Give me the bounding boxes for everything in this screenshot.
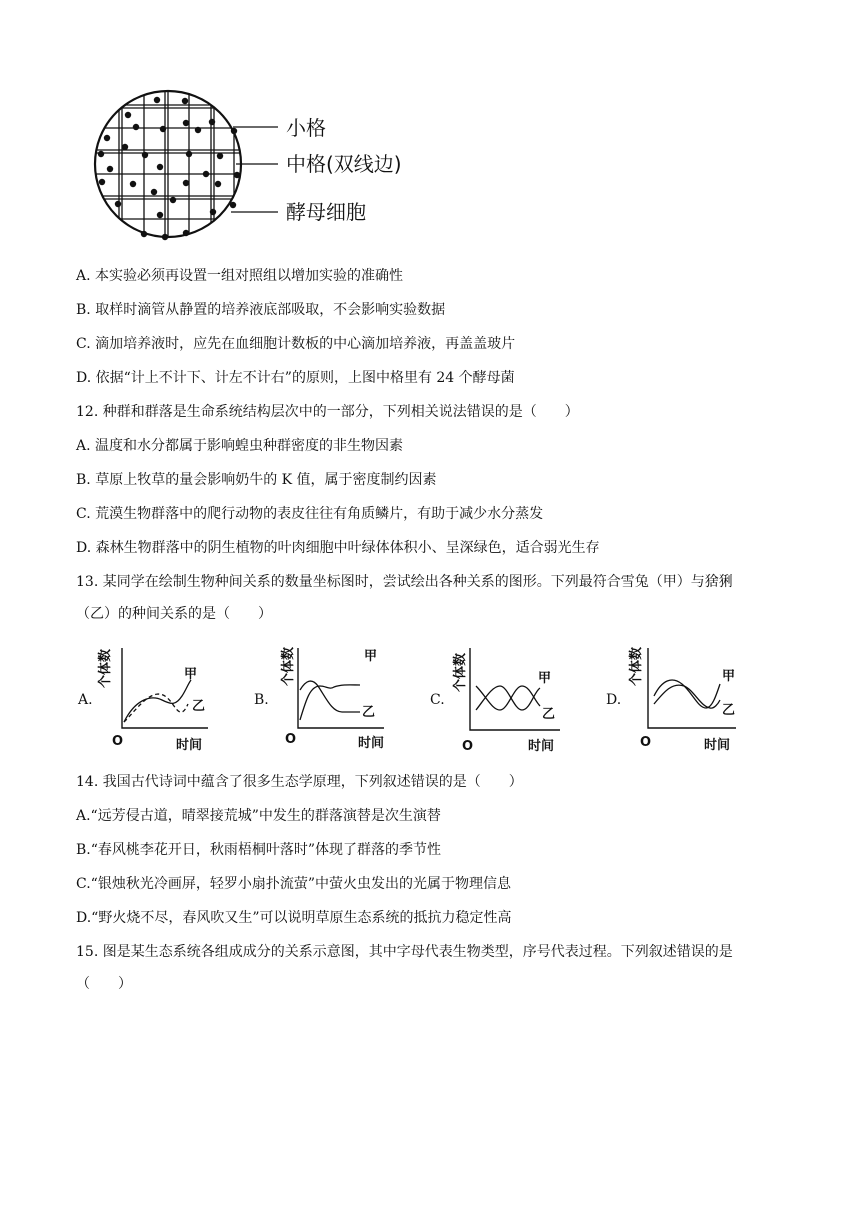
q12-stem: 12. 种群和群落是生命系统结构层次中的一部分，下列相关说法错误的是（ ） xyxy=(76,404,579,420)
figure-label-medium-square: 中格(双线边) xyxy=(286,152,402,176)
series-jia-label: 甲 xyxy=(538,671,552,686)
y-axis-label: 个体数 xyxy=(281,646,296,686)
q13-graph-c-option: C. xyxy=(430,692,445,708)
q15-stem-line1: 15. 图是某生态系统各组成成分的关系示意图，其中字母代表生物类型，序号代表过程。下列叙述错误的是 xyxy=(76,944,733,960)
q13-stem-line1: 13. 某同学在绘制生物种间关系的数量坐标图时，尝试绘出各种关系的图形。下列最符合雪兔（甲）与猞猁 xyxy=(76,574,733,590)
q11-option-d: D. 依据“计上不计下、计左不计右”的原则，上图中格里有 24 个酵母菌 xyxy=(76,370,515,386)
q13-graph-a-option: A. xyxy=(78,692,93,708)
q15-stem-line2: （ ） xyxy=(76,976,132,992)
x-axis-label: 时间 xyxy=(176,738,203,753)
hemocytometer-figure xyxy=(88,84,428,254)
series-yi-label: 乙 xyxy=(192,699,206,714)
q11-option-a: A. 本实验必须再设置一组对照组以增加实验的准确性 xyxy=(76,268,404,284)
series-jia-curve xyxy=(300,685,360,720)
series-jia-label: 甲 xyxy=(722,669,736,684)
axes xyxy=(122,648,208,728)
q12-option-b: B. 草原上牧草的量会影响奶牛的 K 值，属于密度制约因素 xyxy=(76,472,437,488)
q14-option-b: B.“春风桃李花开日，秋雨梧桐叶落时”体现了群落的季节性 xyxy=(76,842,442,858)
origin-label: O xyxy=(640,735,652,750)
q13-graph-d xyxy=(624,640,749,756)
q14-option-d: D.“野火烧不尽，春风吹又生”可以说明草原生态系统的抵抗力稳定性高 xyxy=(76,910,512,926)
figure-label-small-square: 小格 xyxy=(286,116,326,140)
q13-graph-b xyxy=(272,640,397,756)
counting-grid xyxy=(88,84,258,254)
origin-label: O xyxy=(112,734,124,749)
q14-option-c: C.“银烛秋光冷画屏，轻罗小扇扑流萤”中萤火虫发出的光属于物理信息 xyxy=(76,876,511,892)
q13-graph-b-option: B. xyxy=(254,692,269,708)
y-axis-label: 个体数 xyxy=(98,648,113,688)
q14-option-a: A.“远芳侵古道，晴翠接荒城”中发生的群落演替是次生演替 xyxy=(76,808,441,824)
x-axis-label: 时间 xyxy=(704,738,731,753)
y-axis-label: 个体数 xyxy=(629,646,644,686)
x-axis-label: 时间 xyxy=(358,736,385,751)
series-yi-label: 乙 xyxy=(722,703,736,718)
q14-stem: 14. 我国古代诗词中蕴含了很多生态学原理，下列叙述错误的是（ ） xyxy=(76,774,523,790)
series-jia-label: 甲 xyxy=(184,667,198,682)
y-axis-label: 个体数 xyxy=(453,652,468,692)
q11-option-c: C. 滴加培养液时，应先在血细胞计数板的中心滴加培养液，再盖盖玻片 xyxy=(76,336,516,352)
series-yi-curve xyxy=(300,681,360,712)
q12-option-c: C. 荒漠生物群落中的爬行动物的表皮往往有角质鳞片，有助于减少水分蒸发 xyxy=(76,506,544,522)
origin-label: O xyxy=(285,732,297,747)
q13-graph-d-option: D. xyxy=(606,692,622,708)
x-axis-label: 时间 xyxy=(528,739,555,754)
q13-graph-a xyxy=(96,640,221,756)
q13-graph-c xyxy=(448,640,573,756)
q12-option-a: A. 温度和水分都属于影响蝗虫种群密度的非生物因素 xyxy=(76,438,404,454)
q12-option-d: D. 森林生物群落中的阴生植物的叶肉细胞中叶绿体体积小、呈深绿色，适合弱光生存 xyxy=(76,540,600,556)
origin-label: O xyxy=(462,739,474,754)
series-yi-label: 乙 xyxy=(362,705,376,720)
series-jia-curve xyxy=(124,680,191,722)
series-yi-curve xyxy=(476,686,540,710)
figure-label-yeast-cell: 酵母细胞 xyxy=(286,200,366,224)
series-jia-curve xyxy=(654,680,720,708)
series-yi-label: 乙 xyxy=(542,707,556,722)
q13-stem-line2: （乙）的种间关系的是（ ） xyxy=(76,606,272,622)
series-jia-label: 甲 xyxy=(364,649,378,664)
q11-option-b: B. 取样时滴管从静置的培养液底部吸取，不会影响实验数据 xyxy=(76,302,446,318)
